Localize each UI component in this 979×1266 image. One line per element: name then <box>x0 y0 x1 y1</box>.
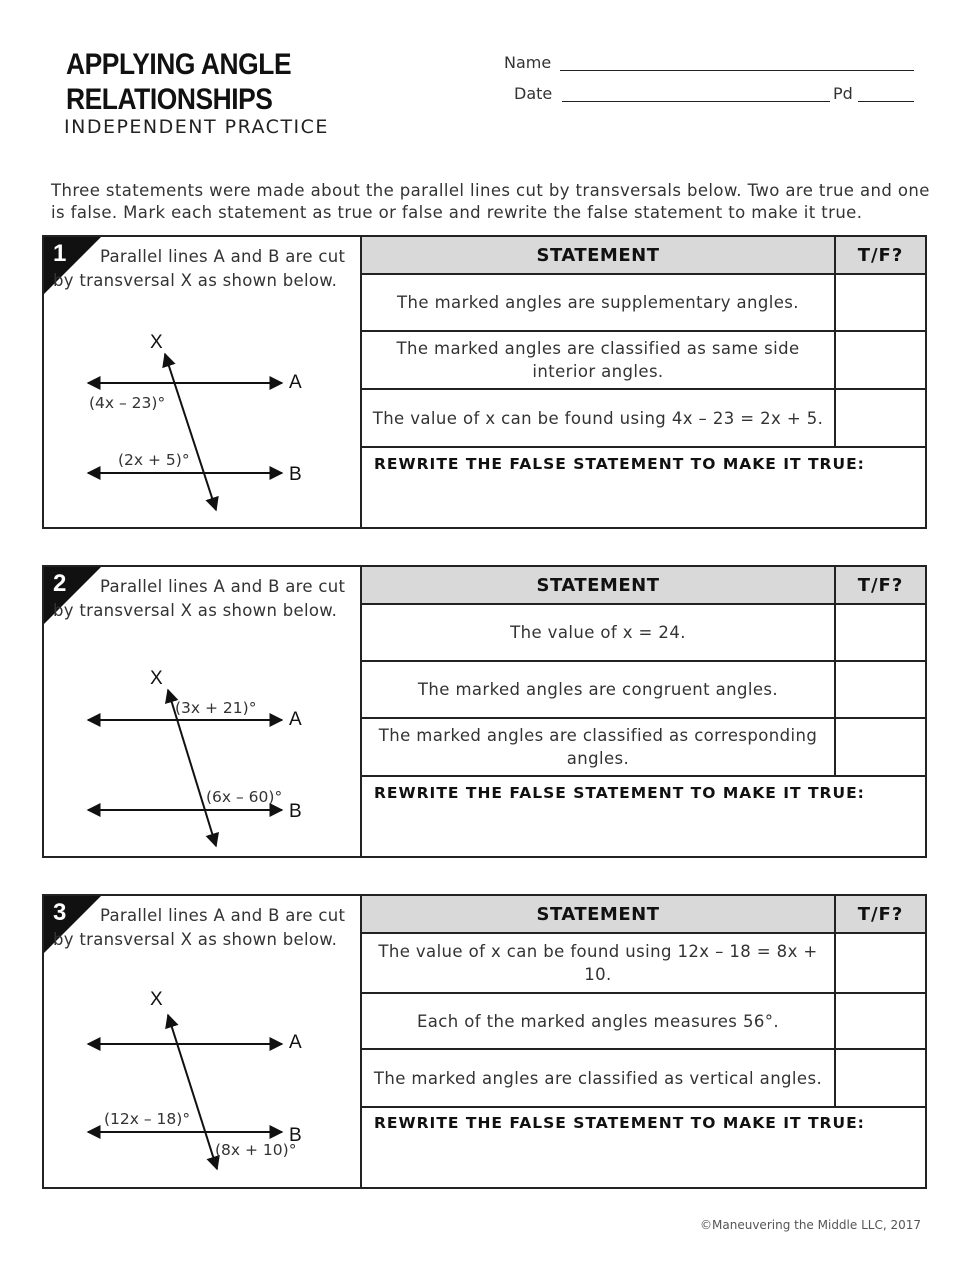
tf-answer-box-2[interactable] <box>836 332 925 390</box>
name-label: Name <box>504 53 552 72</box>
problem-2-diagram-cell <box>44 567 362 856</box>
angle-label-1: (4x – 23)° <box>89 394 166 412</box>
problem-3 <box>42 894 927 1189</box>
problem-number: 1 <box>53 240 67 267</box>
rewrite-label: REWRITE THE FALSE STATEMENT TO MAKE IT TRUE: <box>374 784 865 802</box>
line-b-label: B <box>289 1125 302 1146</box>
angle-label-2: (2x + 5)° <box>118 451 190 469</box>
problem-2 <box>42 565 927 858</box>
problem-number: 3 <box>53 899 67 926</box>
date-field[interactable] <box>562 101 830 102</box>
copyright: ©Maneuvering the Middle LLC, 2017 <box>700 1218 921 1232</box>
tf-answer-box-1[interactable] <box>836 934 925 994</box>
page-subtitle: INDEPENDENT PRACTICE <box>64 116 329 138</box>
statement-3: The marked angles are classified as vertical angles. <box>362 1050 836 1108</box>
line-b-label: B <box>289 801 302 822</box>
statement-header: STATEMENT <box>362 237 836 275</box>
problem-number: 2 <box>53 570 67 597</box>
statement-1: The value of x = 24. <box>362 605 836 662</box>
tf-answer-box-2[interactable] <box>836 994 925 1050</box>
statement-2: Each of the marked angles measures 56°. <box>362 994 836 1050</box>
date-label: Date <box>514 84 553 103</box>
rewrite-label: REWRITE THE FALSE STATEMENT TO MAKE IT TRUE: <box>374 455 865 473</box>
tf-header: T/F? <box>836 567 925 605</box>
statement-2: The marked angles are congruent angles. <box>362 662 836 719</box>
statement-header: STATEMENT <box>362 567 836 605</box>
tf-header: T/F? <box>836 896 925 934</box>
tf-answer-box-3[interactable] <box>836 1050 925 1108</box>
angle-label-1: (12x – 18)° <box>104 1110 191 1128</box>
tf-answer-box-3[interactable] <box>836 390 925 448</box>
transversal-label: X <box>150 332 163 353</box>
tf-answer-box-3[interactable] <box>836 719 925 777</box>
transversal-x <box>165 354 216 510</box>
parallel-lines-diagram <box>44 237 362 529</box>
transversal-label: X <box>150 989 163 1010</box>
instructions: Three statements were made about the parallel lines cut by transversals below. Two are true and one is false. Mark each statement as true or false and rewrite the false statement to make it true. <box>51 181 930 222</box>
angle-label-1: (3x + 21)° <box>175 699 257 717</box>
tf-answer-box-1[interactable] <box>836 275 925 332</box>
parallel-lines-diagram <box>44 896 362 1189</box>
name-field[interactable] <box>560 70 914 71</box>
problem-prompt: Parallel lines A and B are cut by transversal X as shown below. <box>53 577 346 620</box>
problem-1 <box>42 235 927 529</box>
line-a-label: A <box>289 372 302 393</box>
page-title-line2: RELATIONSHIPS <box>66 83 273 116</box>
statement-1: The marked angles are supplementary angles. <box>362 275 836 332</box>
statement-2: The marked angles are classified as same side interior angles. <box>362 332 836 390</box>
problem-prompt: Parallel lines A and B are cut by transversal X as shown below. <box>53 247 346 290</box>
period-label: Pd <box>833 84 853 103</box>
tf-answer-box-2[interactable] <box>836 662 925 719</box>
rewrite-label: REWRITE THE FALSE STATEMENT TO MAKE IT TRUE: <box>374 1114 865 1132</box>
statement-3: The marked angles are classified as corresponding angles. <box>362 719 836 777</box>
transversal-label: X <box>150 668 163 689</box>
angle-label-2: (8x + 10)° <box>215 1141 297 1159</box>
statement-3: The value of x can be found using 4x – 23 = 2x + 5. <box>362 390 836 448</box>
line-b-label: B <box>289 464 302 485</box>
tf-answer-box-1[interactable] <box>836 605 925 662</box>
problem-1-diagram-cell <box>44 237 362 527</box>
parallel-lines-diagram <box>44 567 362 858</box>
statement-1: The value of x can be found using 12x – 18 = 8x + 10. <box>362 934 836 994</box>
line-a-label: A <box>289 1032 302 1053</box>
tf-header: T/F? <box>836 237 925 275</box>
period-field[interactable] <box>858 101 914 102</box>
problem-prompt: Parallel lines A and B are cut by transversal X as shown below. <box>53 906 346 949</box>
statement-header: STATEMENT <box>362 896 836 934</box>
angle-label-2: (6x – 60)° <box>206 788 283 806</box>
line-a-label: A <box>289 709 302 730</box>
page-title-line1: APPLYING ANGLE <box>66 48 292 81</box>
transversal-x <box>168 1015 217 1169</box>
problem-3-diagram-cell <box>44 896 362 1187</box>
